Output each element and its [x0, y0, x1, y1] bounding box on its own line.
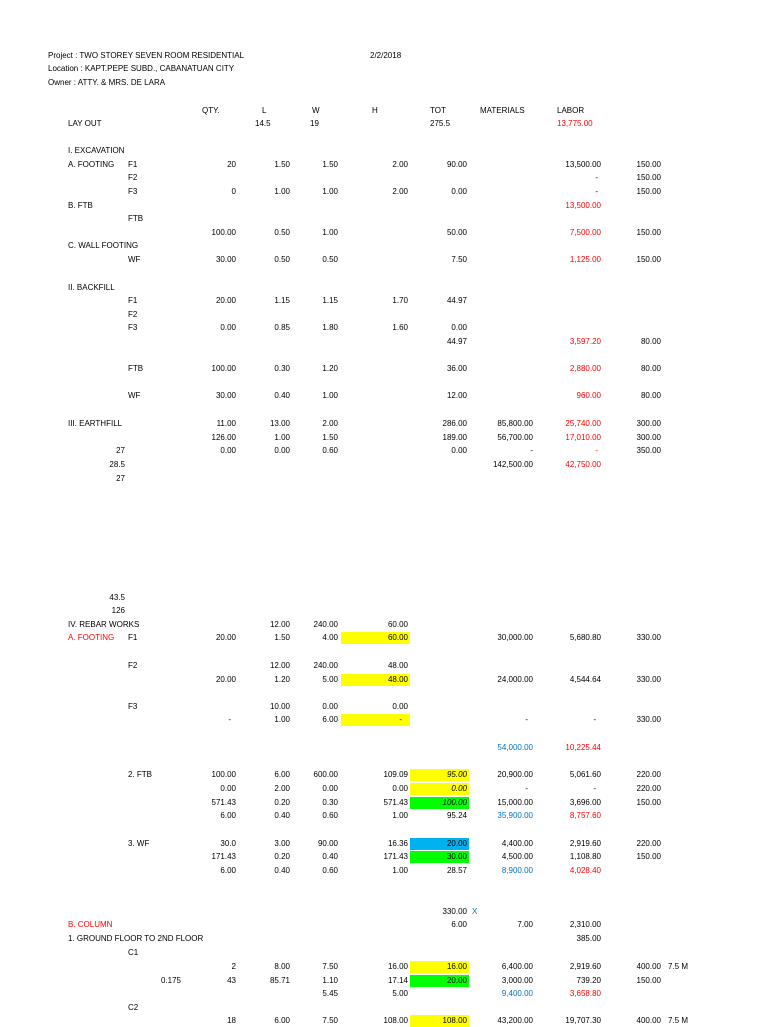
cell: 28.57 [446, 866, 467, 875]
cell: 27 [116, 446, 125, 455]
cell: 3.00 [274, 839, 290, 848]
cell: - [228, 715, 231, 724]
cell: F1 [128, 296, 138, 305]
cell: 60.00 [387, 620, 408, 629]
col-header-qty: QTY. [202, 106, 220, 115]
cell: 150.00 [636, 852, 661, 861]
cell: 50.00 [446, 228, 467, 237]
cell: 1.10 [322, 976, 338, 985]
cell: 150.00 [636, 976, 661, 985]
cell: 1.20 [274, 675, 290, 684]
project-line: Project : TWO STOREY SEVEN ROOM RESIDENTIAL [48, 51, 245, 60]
cell: 6.00 [451, 920, 467, 929]
cell: 300.00 [636, 419, 661, 428]
cell: 17.14 [387, 976, 408, 985]
cell: - [593, 715, 596, 724]
cell: 126 [111, 606, 125, 615]
cell: 0.60 [322, 446, 338, 455]
cell: 85,800.00 [497, 419, 533, 428]
cell: 2,919.60 [569, 962, 601, 971]
cell: 6,400.00 [501, 962, 533, 971]
cell: 1.80 [322, 323, 338, 332]
cell: 1.00 [392, 866, 408, 875]
cell: 0.30 [322, 798, 338, 807]
cell: 43 [227, 976, 236, 985]
cell: 2. FTB [128, 770, 153, 779]
cell: - [595, 187, 598, 196]
cell: 10.00 [269, 702, 290, 711]
cell: 6.00 [220, 866, 236, 875]
cell: 19 [310, 119, 319, 128]
cell: 43.5 [109, 593, 125, 602]
cell: 4.00 [322, 633, 338, 642]
cell: 2,310.00 [569, 920, 601, 929]
owner-line: Owner : ATTY. & MRS. DE LARA [48, 78, 166, 87]
col-header-h: H [372, 106, 378, 115]
cell: 100.00 [211, 770, 236, 779]
cell: 1. GROUND FLOOR TO 2ND FLOOR [68, 934, 204, 943]
col-header-labor: LABOR [557, 106, 585, 115]
cell: 54,000.00 [497, 743, 533, 752]
cell: 385.00 [576, 934, 601, 943]
cell: 1.50 [274, 633, 290, 642]
cell: 7.50 [451, 255, 467, 264]
cell: WF [128, 391, 141, 400]
cell: 10,225.44 [565, 743, 601, 752]
cell: 1.50 [322, 433, 338, 442]
cell: 142,500.00 [492, 460, 533, 469]
cell: 350.00 [636, 446, 661, 455]
cell: 1,125.00 [569, 255, 601, 264]
cell: 28.5 [109, 460, 125, 469]
cell: 220.00 [636, 770, 661, 779]
cell: - [530, 446, 533, 455]
cell: 85.71 [269, 976, 290, 985]
cell: 8.00 [274, 962, 290, 971]
cell: 7.00 [517, 920, 533, 929]
cell: 1.70 [392, 296, 408, 305]
cell: 100.00 [211, 228, 236, 237]
cell: 2,919.60 [569, 839, 601, 848]
col-header-tot: TOT [430, 106, 446, 115]
cell: 1.50 [274, 160, 290, 169]
cell: 0.40 [322, 852, 338, 861]
cell: - [595, 446, 598, 455]
cell: 220.00 [636, 784, 661, 793]
cell: 189.00 [442, 433, 467, 442]
cell: 90.00 [446, 160, 467, 169]
cell: 0.175 [160, 976, 181, 985]
cell: 7.50 [322, 1016, 338, 1025]
cell: 960.00 [576, 391, 601, 400]
cell: 0.00 [392, 702, 408, 711]
cell: 150.00 [636, 160, 661, 169]
cell: 275.5 [430, 119, 451, 128]
cell: 90.00 [317, 839, 338, 848]
cell: FTB [128, 364, 144, 373]
cell: 0.50 [274, 228, 290, 237]
cell: 3. WF [128, 839, 150, 848]
cell: 109.09 [383, 770, 408, 779]
cell: C1 [128, 948, 139, 957]
date-cell: 2/2/2018 [370, 51, 402, 60]
cell: 35,900.00 [497, 811, 533, 820]
cell: 2.00 [322, 419, 338, 428]
cell: 0.30 [274, 364, 290, 373]
cell: 20.00 [215, 675, 236, 684]
cell: 100.00 [442, 798, 467, 807]
cell: 13,775.00 [557, 119, 593, 128]
cell: 0.60 [322, 811, 338, 820]
cell: 7.5 M [668, 1016, 689, 1025]
cell: 0.00 [274, 446, 290, 455]
cell: 1.00 [322, 391, 338, 400]
location-line: Location : KAPT.PEPE SUBD., CABANATUAN CITY [48, 64, 235, 73]
cell: 20,900.00 [497, 770, 533, 779]
cell: 30.00 [446, 852, 467, 861]
cell: F1 [128, 633, 138, 642]
cell: X [472, 907, 478, 916]
cell: III. EARTHFILL [68, 419, 123, 428]
cell: F3 [128, 187, 138, 196]
cell: 5.00 [322, 675, 338, 684]
cell: 30,000.00 [497, 633, 533, 642]
cell: 1.20 [322, 364, 338, 373]
cell: 13.00 [269, 419, 290, 428]
cell: 95.00 [446, 770, 467, 779]
cell: 5.45 [322, 989, 338, 998]
cell: 150.00 [636, 798, 661, 807]
cell: 150.00 [636, 187, 661, 196]
cell: 25,740.00 [565, 419, 601, 428]
cell: 3,696.00 [569, 798, 601, 807]
cell: 16.00 [387, 962, 408, 971]
cell: 80.00 [640, 391, 661, 400]
cell: 1.00 [322, 187, 338, 196]
cell: 0.00 [220, 784, 236, 793]
cell: 0.00 [392, 784, 408, 793]
cell: 16.00 [446, 962, 467, 971]
cell: 0.00 [220, 446, 236, 455]
cell: 9,400.00 [501, 989, 533, 998]
cell: 1.00 [274, 715, 290, 724]
cell: 3,000.00 [501, 976, 533, 985]
cell: 0.40 [274, 866, 290, 875]
col-header-l: L [262, 106, 267, 115]
cell: 6.00 [220, 811, 236, 820]
cell: IV. REBAR WORKS [68, 620, 140, 629]
cell: 60.00 [387, 633, 408, 642]
cell: 1.50 [322, 160, 338, 169]
cell: 80.00 [640, 337, 661, 346]
cell: 108.00 [442, 1016, 467, 1025]
cell: 400.00 [636, 962, 661, 971]
cell: 20.00 [215, 296, 236, 305]
cell: 7,500.00 [569, 228, 601, 237]
cell: F1 [128, 160, 138, 169]
cell: 13,500.00 [565, 160, 601, 169]
cell: 12.00 [269, 620, 290, 629]
cell: 286.00 [442, 419, 467, 428]
cell: 0.50 [322, 255, 338, 264]
cell: 1.00 [392, 811, 408, 820]
cell: 24,000.00 [497, 675, 533, 684]
cell: 16.36 [387, 839, 408, 848]
cell: 20.00 [446, 976, 467, 985]
cell: 150.00 [636, 173, 661, 182]
cell: 13,500.00 [565, 201, 601, 210]
cell: C2 [128, 1003, 139, 1012]
cell: 6.00 [322, 715, 338, 724]
cell: 108.00 [383, 1016, 408, 1025]
cell: 42,750.00 [565, 460, 601, 469]
cell: 0.40 [274, 811, 290, 820]
cell: 4,400.00 [501, 839, 533, 848]
cell: 1,108.80 [569, 852, 601, 861]
cell: 1.00 [274, 433, 290, 442]
cell: 30.00 [215, 255, 236, 264]
cell: 6.00 [274, 770, 290, 779]
cell: 30.0 [220, 839, 236, 848]
cell: 5.00 [392, 989, 408, 998]
cell: 14.5 [255, 119, 271, 128]
cell: 0.00 [451, 784, 467, 793]
cell: 5,061.60 [569, 770, 601, 779]
cell: 3,658.80 [569, 989, 601, 998]
cell: 1.00 [322, 228, 338, 237]
cell: 571.43 [211, 798, 236, 807]
cell: 6.00 [274, 1016, 290, 1025]
cell: 330.00 [636, 715, 661, 724]
cell: 330.00 [636, 633, 661, 642]
cell: 0.60 [322, 866, 338, 875]
cell: 220.00 [636, 839, 661, 848]
cell: 2,880.00 [569, 364, 601, 373]
cell: 1.15 [274, 296, 290, 305]
cell: 1.00 [274, 187, 290, 196]
cell: F3 [128, 323, 138, 332]
cell: 0.00 [220, 323, 236, 332]
cell: A. FOOTING [68, 633, 115, 642]
cell: F2 [128, 310, 138, 319]
cell: 12.00 [269, 661, 290, 670]
cell: 240.00 [313, 661, 338, 670]
cell: 44.97 [446, 337, 467, 346]
cell: 0.00 [322, 784, 338, 793]
cell: 4,028.40 [569, 866, 601, 875]
cell: 300.00 [636, 433, 661, 442]
cell: 330.00 [636, 675, 661, 684]
cell: 240.00 [313, 620, 338, 629]
cell: 19,707.30 [565, 1016, 601, 1025]
cell: 27 [116, 474, 125, 483]
cell: A. FOOTING [68, 160, 115, 169]
cell: 330.00 [442, 907, 467, 916]
cell: 0.00 [451, 187, 467, 196]
cell: 150.00 [636, 228, 661, 237]
cell: 0.85 [274, 323, 290, 332]
cell: 0.20 [274, 852, 290, 861]
cell: 18 [227, 1016, 236, 1025]
cell: 48.00 [387, 675, 408, 684]
cell: 48.00 [387, 661, 408, 670]
cell: I. EXCAVATION [68, 146, 125, 155]
cell: - [399, 715, 402, 724]
cell: 739.20 [576, 976, 601, 985]
cell: 30.00 [215, 391, 236, 400]
cell: 20 [227, 160, 236, 169]
cell: 126.00 [211, 433, 236, 442]
cell: 0.00 [451, 446, 467, 455]
cell: 7.50 [322, 962, 338, 971]
cell: 56,700.00 [497, 433, 533, 442]
cell: - [525, 784, 528, 793]
cell: 2.00 [392, 160, 408, 169]
cell: 36.00 [446, 364, 467, 373]
cell: LAY OUT [68, 119, 102, 128]
cell: B. FTB [68, 201, 93, 210]
cell: II. BACKFILL [68, 283, 115, 292]
cell: 12.00 [446, 391, 467, 400]
cell: 2.00 [274, 784, 290, 793]
cell: 95.24 [446, 811, 467, 820]
cell: 0.00 [451, 323, 467, 332]
col-header-w: W [312, 106, 320, 115]
cell: 4,544.64 [569, 675, 601, 684]
cell: 0.00 [322, 702, 338, 711]
cell: F2 [128, 661, 138, 670]
cell: 17,010.00 [565, 433, 601, 442]
cell: 15,000.00 [497, 798, 533, 807]
cell: B. COLUMN [68, 920, 113, 929]
cell: 571.43 [383, 798, 408, 807]
cell: 150.00 [636, 255, 661, 264]
cell: - [595, 173, 598, 182]
cell: 4,500.00 [501, 852, 533, 861]
cell: 1.15 [322, 296, 338, 305]
cell: 11.00 [216, 419, 236, 428]
cell: 43,200.00 [497, 1016, 533, 1025]
cell: WF [128, 255, 141, 264]
cell: 44.97 [446, 296, 467, 305]
cell: 100.00 [211, 364, 236, 373]
cell: 7.5 M [668, 962, 689, 971]
cell: 171.43 [211, 852, 236, 861]
cell: 2.00 [392, 187, 408, 196]
cell: 0.50 [274, 255, 290, 264]
cell: 171.43 [383, 852, 408, 861]
cell: 2 [231, 962, 236, 971]
cell: 1.60 [392, 323, 408, 332]
cell: 20.00 [446, 839, 467, 848]
cell: 80.00 [640, 364, 661, 373]
cell: - [525, 715, 528, 724]
cell: 3,597.20 [569, 337, 601, 346]
cell: 0.40 [274, 391, 290, 400]
cell: 600.00 [313, 770, 338, 779]
cell: 8,900.00 [501, 866, 533, 875]
cell: - [593, 784, 596, 793]
cell: FTB [128, 214, 144, 223]
cell: 0 [231, 187, 236, 196]
cell: 400.00 [636, 1016, 661, 1025]
col-header-materials: MATERIALS [480, 106, 525, 115]
cell: 5,680.80 [569, 633, 601, 642]
cell: C. WALL FOOTING [68, 241, 139, 250]
cell: F3 [128, 702, 138, 711]
cell: 20.00 [215, 633, 236, 642]
cell: 8,757.60 [569, 811, 601, 820]
cell: 0.20 [274, 798, 290, 807]
cell: F2 [128, 173, 138, 182]
